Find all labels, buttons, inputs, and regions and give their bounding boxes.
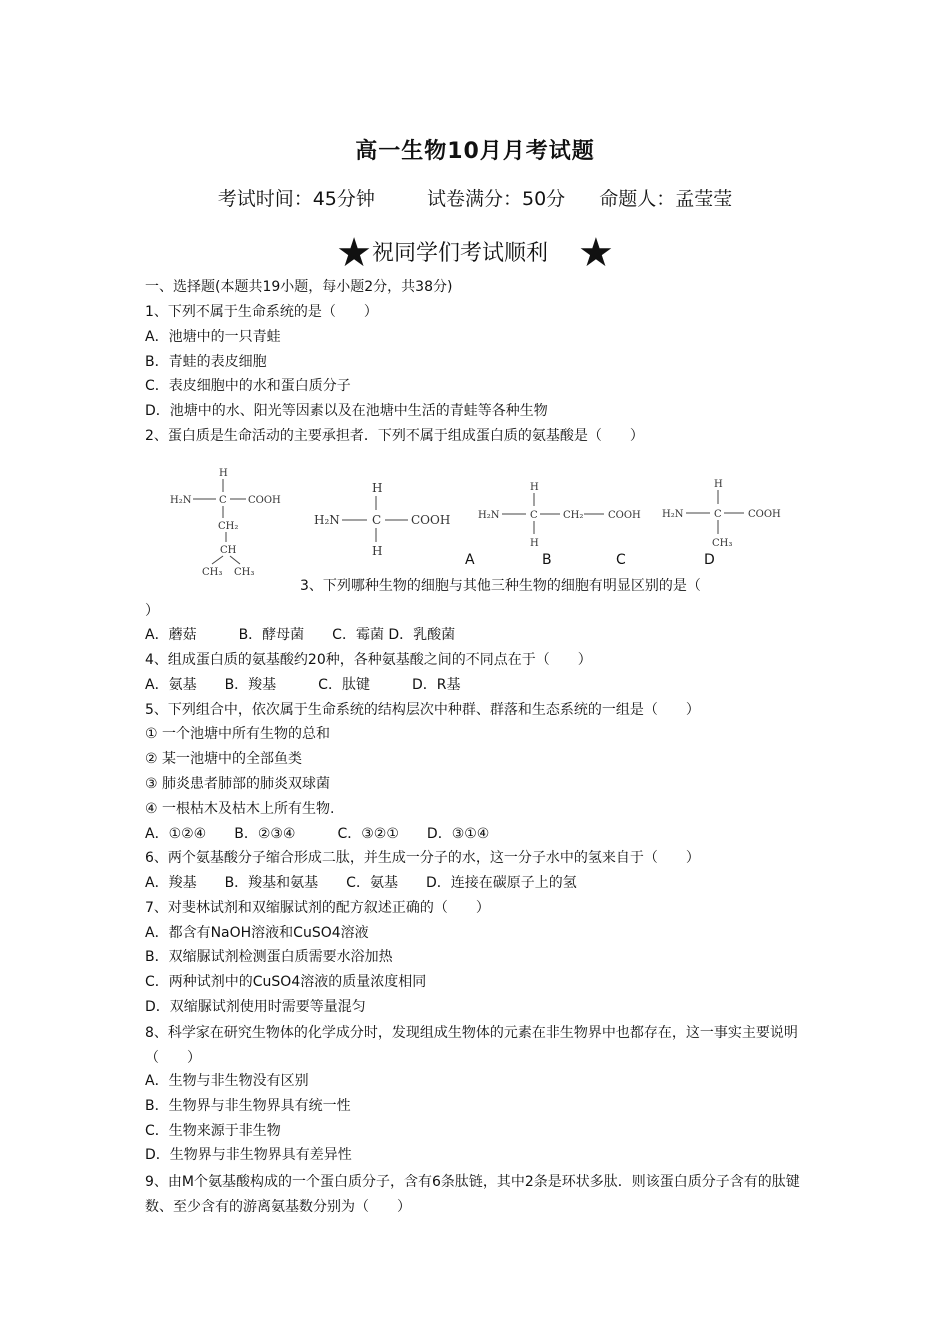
question-3-options: A．蘑菇 B．酵母菌 C．霉菌 D．乳酸菌 xyxy=(145,627,456,643)
question-7-option-d: D．双缩脲试剂使用时需要等量混匀 xyxy=(145,999,366,1015)
svg-text:CH₃: CH₃ xyxy=(712,538,733,549)
structure-label-d: D xyxy=(704,552,715,568)
blessing-text: 祝同学们考试顺利 xyxy=(371,241,548,266)
svg-text:CH₃: CH₃ xyxy=(234,567,255,577)
svg-text:H: H xyxy=(372,544,383,558)
amino-acid-structure-2 xyxy=(312,478,462,563)
question-4-stem: 4、组成蛋白质的氨基酸约20种，各种氨基酸之间的不同点在于（ ） xyxy=(145,652,592,668)
question-8-option-c: C．生物来源于非生物 xyxy=(145,1123,281,1139)
question-1-option-c: C．表皮细胞中的水和蛋白质分子 xyxy=(145,378,351,394)
svg-text:H₂N: H₂N xyxy=(314,513,340,527)
exam-title: 高一生物10月月考试题 xyxy=(355,139,595,164)
svg-text:H: H xyxy=(219,468,228,479)
svg-text:CH₂: CH₂ xyxy=(218,521,239,532)
star-icon: ★ xyxy=(336,230,372,276)
svg-text:H: H xyxy=(714,479,723,490)
question-6-options: A．羧基 B．羧基和氨基 C．氨基 D．连接在碳原子上的氢 xyxy=(145,875,577,891)
question-7-stem: 7、对斐林试剂和双缩脲试剂的配方叙述正确的（ ） xyxy=(145,900,490,916)
svg-text:H: H xyxy=(530,482,539,493)
star-icon: ★ xyxy=(578,230,614,276)
question-1-option-d: D．池塘中的水、阳光等因素以及在池塘中生活的青蛙等各种生物 xyxy=(145,403,548,419)
question-5-options: A．①②④ B．②③④ C．③②① D．③①④ xyxy=(145,826,490,842)
svg-text:CH: CH xyxy=(220,545,237,556)
structure-label-b: B xyxy=(542,552,552,568)
question-8-option-b: B．生物界与非生物界具有统一性 xyxy=(145,1098,351,1114)
structure-label-a: A xyxy=(465,552,475,568)
section-heading: 一、选择题(本题共19小题，每小题2分，共38分) xyxy=(145,279,453,295)
amino-acid-structure-3 xyxy=(476,478,651,553)
question-3-stem: 3、下列哪种生物的细胞与其他三种生物的细胞有明显区别的是（ xyxy=(300,578,701,594)
svg-text:C: C xyxy=(530,510,538,521)
svg-text:COOH: COOH xyxy=(411,513,451,527)
svg-text:H₂N: H₂N xyxy=(170,495,192,506)
question-2-stem: 2、蛋白质是生命活动的主要承担者．下列不属于组成蛋白质的氨基酸是（ ） xyxy=(145,428,644,444)
question-5-item-3: ③ 肺炎患者肺部的肺炎双球菌 xyxy=(145,776,331,792)
question-8-option-d: D．生物界与非生物界具有差异性 xyxy=(145,1147,352,1163)
question-8-stem: 8、科学家在研究生物体的化学成分时，发现组成生物体的元素在非生物界中也都存在，这一事实主要说明（ ） xyxy=(145,1025,798,1066)
author: 命题人：孟莹莹 xyxy=(599,188,733,210)
structure-label-c: C xyxy=(616,552,626,568)
question-7-option-c: C．两种试剂中的CuSO4溶液的质量浓度相同 xyxy=(145,974,427,990)
svg-text:C: C xyxy=(714,509,722,520)
question-1-option-a: A．池塘中的一只青蛙 xyxy=(145,329,281,345)
question-6-stem: 6、两个氨基酸分子缩合形成二肽，并生成一分子的水，这一分子水中的氢来自于（ ） xyxy=(145,850,700,866)
exam-time: 考试时间：45分钟 xyxy=(217,188,375,210)
svg-text:CH₂: CH₂ xyxy=(563,510,584,521)
svg-text:CH₃: CH₃ xyxy=(202,567,223,577)
question-3-stem-end: ） xyxy=(145,603,159,619)
question-4-options: A．氨基 B．羧基 C．肽键 D．R基 xyxy=(145,677,461,693)
question-5-item-2: ② 某一池塘中的全部鱼类 xyxy=(145,751,303,767)
svg-text:COOH: COOH xyxy=(248,495,281,506)
question-1-stem: 1、下列不属于生命系统的是（ ） xyxy=(145,304,378,320)
svg-text:H₂N: H₂N xyxy=(662,509,684,520)
question-5-item-1: ① 一个池塘中所有生物的总和 xyxy=(145,726,331,742)
question-1-option-b: B．青蛙的表皮细胞 xyxy=(145,354,267,370)
question-7-option-b: B．双缩脲试剂检测蛋白质需要水浴加热 xyxy=(145,949,393,965)
exam-info xyxy=(0,184,950,211)
full-score: 试卷满分：50分 xyxy=(426,188,566,210)
question-9-stem: 9、由M个氨基酸构成的一个蛋白质分子，含有6条肽链，其中2条是环状多肽．则该蛋白质分子含有的肽键数、至少含有的游离氨基数分别为（ ） xyxy=(145,1174,800,1215)
question-5-item-4: ④ 一根枯木及枯木上所有生物. xyxy=(145,801,335,817)
svg-text:C: C xyxy=(219,495,227,506)
svg-text:COOH: COOH xyxy=(608,510,641,521)
amino-acid-structure-4 xyxy=(660,474,790,554)
svg-text:COOH: COOH xyxy=(748,509,781,520)
question-8-option-a: A．生物与非生物没有区别 xyxy=(145,1073,309,1089)
amino-acid-structure-1 xyxy=(168,462,288,577)
question-5-stem: 5、下列组合中，依次属于生命系统的结构层次中种群、群落和生态系统的一组是（ ） xyxy=(145,702,700,718)
svg-text:H₂N: H₂N xyxy=(478,510,500,521)
svg-text:H: H xyxy=(530,538,539,549)
svg-text:H: H xyxy=(372,481,383,495)
blessing-line xyxy=(0,230,950,276)
svg-text:C: C xyxy=(372,513,382,527)
question-7-option-a: A．都含有NaOH溶液和CuSO4溶液 xyxy=(145,925,369,941)
